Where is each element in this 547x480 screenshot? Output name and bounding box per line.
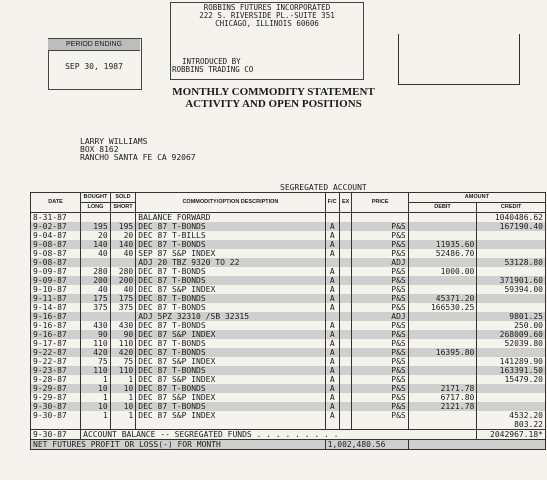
cell-date: 9-23-87 [31, 366, 81, 375]
cell-date: 9-30-87 [31, 411, 81, 420]
cell-e [339, 258, 352, 267]
cell-debit [408, 375, 477, 384]
cell-e [339, 357, 352, 366]
balance-label: ACCOUNT BALANCE -- SEGREGATED FUNDS . . . . . . . . . [81, 430, 477, 440]
cell-e [339, 420, 352, 430]
col-short: SHORT [110, 203, 136, 213]
cell-credit: 52039.80 [477, 339, 546, 348]
cell-debit: 166530.25 [408, 303, 477, 312]
cell-debit [408, 231, 477, 240]
cell-f: A [325, 321, 339, 330]
cell-desc: DEC 87 T-BONDS [136, 348, 325, 357]
cell-credit: 250.00 [477, 321, 546, 330]
cell-desc: ADJ 5PZ 32310 /SB 32315 [136, 312, 325, 321]
cell-debit [408, 276, 477, 285]
cell-short: 375 [110, 303, 136, 312]
cell-short: 140 [110, 240, 136, 249]
cell-debit: 11935.60 [408, 240, 477, 249]
customer-box: BOX 8162 [80, 145, 119, 154]
ledger-body [31, 213, 546, 430]
cell-long: 10 [81, 384, 111, 393]
cell-short [110, 420, 136, 430]
cell-date: 9-30-87 [31, 402, 81, 411]
cell-date: 9-16-87 [31, 321, 81, 330]
cell-debit [408, 213, 477, 223]
cell-short [110, 312, 136, 321]
cell-credit: 15479.20 [477, 375, 546, 384]
cell-long: 1 [81, 375, 111, 384]
cell-short: 10 [110, 402, 136, 411]
cell-debit [408, 321, 477, 330]
cell-debit [408, 285, 477, 294]
table-row [31, 303, 546, 312]
cell-short: 40 [110, 249, 136, 258]
cell-credit: 141289.90 [477, 357, 546, 366]
table-row [31, 321, 546, 330]
cell-f: A [325, 240, 339, 249]
cell-long: 110 [81, 366, 111, 375]
address-window-box [398, 34, 520, 85]
cell-credit: 167190.40 [477, 222, 546, 231]
table-row [31, 285, 546, 294]
cell-long: 40 [81, 285, 111, 294]
customer-name: LARRY WILLIAMS [80, 137, 148, 146]
cell-f [325, 213, 339, 223]
cell-desc: DEC 87 T-BILLS [136, 231, 325, 240]
cell-desc: DEC 87 T-BONDS [136, 222, 325, 231]
table-row [31, 357, 546, 366]
cell-date: 9-08-87 [31, 249, 81, 258]
cell-short: 195 [110, 222, 136, 231]
table-row [31, 366, 546, 375]
table-row [31, 231, 546, 240]
table-row [31, 375, 546, 384]
cell-f: A [325, 411, 339, 420]
cell-f: A [325, 339, 339, 348]
cell-f: A [325, 402, 339, 411]
cell-credit: 59394.00 [477, 285, 546, 294]
statement-subtitle: ACTIVITY AND OPEN POSITIONS [185, 98, 362, 110]
cell-short: 1 [110, 411, 136, 420]
table-row [31, 411, 546, 420]
table-row [31, 258, 546, 267]
col-bought: BOUGHT [81, 193, 111, 203]
cell-long: 75 [81, 357, 111, 366]
cell-desc: SEP 87 S&P INDEX [136, 249, 325, 258]
cell-desc: DEC 87 S&P INDEX [136, 411, 325, 420]
cell-short: 90 [110, 330, 136, 339]
cell-short: 430 [110, 321, 136, 330]
cell-desc: DEC 87 S&P INDEX [136, 285, 325, 294]
col-ex: EX [339, 193, 352, 213]
cell-e [339, 312, 352, 321]
cell-short: 10 [110, 384, 136, 393]
cell-debit: 2171.78 [408, 384, 477, 393]
cell-f: A [325, 330, 339, 339]
cell-long: 375 [81, 303, 111, 312]
cell-debit [408, 258, 477, 267]
cell-desc: DEC 87 T-BONDS [136, 384, 325, 393]
cell-f: A [325, 303, 339, 312]
cell-e [339, 339, 352, 348]
cell-credit [477, 348, 546, 357]
cell-credit: 9801.25 [477, 312, 546, 321]
cell-long [81, 213, 111, 223]
cell-f: A [325, 384, 339, 393]
col-amount: AMOUNT [408, 193, 545, 203]
cell-long: 280 [81, 267, 111, 276]
cell-price: P&S [352, 348, 408, 357]
cell-price: P&S [352, 222, 408, 231]
cell-f [325, 258, 339, 267]
cell-long [81, 258, 111, 267]
cell-long: 40 [81, 249, 111, 258]
col-credit: CREDIT [477, 203, 546, 213]
cell-debit [408, 339, 477, 348]
cell-e [339, 348, 352, 357]
cell-date: 9-29-87 [31, 384, 81, 393]
cell-debit: 2121.78 [408, 402, 477, 411]
cell-price: P&S [352, 339, 408, 348]
table-row [31, 267, 546, 276]
cell-f: A [325, 366, 339, 375]
cell-e [339, 222, 352, 231]
cell-price: P&S [352, 357, 408, 366]
cell-desc: DEC 87 T-BONDS [136, 321, 325, 330]
period-label: PERIOD ENDING [48, 39, 140, 51]
col-debit: DEBIT [408, 203, 477, 213]
customer-city: RANCHO SANTA FE CA 92067 [80, 153, 196, 162]
cell-e [339, 213, 352, 223]
cell-date: 9-11-87 [31, 294, 81, 303]
cell-e [339, 375, 352, 384]
cell-price: P&S [352, 276, 408, 285]
cell-desc: DEC 87 T-BONDS [136, 366, 325, 375]
cell-price: P&S [352, 384, 408, 393]
cell-date: 9-02-87 [31, 222, 81, 231]
cell-debit [408, 411, 477, 420]
cell-credit [477, 303, 546, 312]
cell-date: 9-22-87 [31, 348, 81, 357]
firm-street: 222 S. RIVERSIDE PL.-SUITE 351 [199, 11, 335, 20]
balance-date: 9-30-87 [31, 430, 81, 440]
cell-long: 140 [81, 240, 111, 249]
cell-credit [477, 393, 546, 402]
cell-price: P&S [352, 303, 408, 312]
cell-desc: ADJ 20 TBZ 9320 TO 22 [136, 258, 325, 267]
cell-price: ADJ [352, 312, 408, 321]
cell-e [339, 330, 352, 339]
cell-price: ADJ [352, 258, 408, 267]
cell-e [339, 402, 352, 411]
cell-credit: 371901.60 [477, 276, 546, 285]
cell-f [325, 312, 339, 321]
col-description: COMMODITY/OPTION DESCRIPTION [136, 193, 325, 213]
period-date: SEP 30, 1987 [65, 62, 123, 71]
cell-price: P&S [352, 249, 408, 258]
cell-f: A [325, 249, 339, 258]
cell-date: 9-09-87 [31, 267, 81, 276]
net-spacer [408, 440, 545, 450]
cell-credit [477, 267, 546, 276]
cell-desc: BALANCE FORWARD [136, 213, 325, 223]
table-row [31, 339, 546, 348]
cell-price: P&S [352, 321, 408, 330]
table-row [31, 330, 546, 339]
cell-f: A [325, 348, 339, 357]
table-row [31, 249, 546, 258]
table-row [31, 276, 546, 285]
cell-e [339, 267, 352, 276]
cell-short: 110 [110, 366, 136, 375]
cell-date: 9-08-87 [31, 240, 81, 249]
cell-long: 175 [81, 294, 111, 303]
cell-debit: 45371.20 [408, 294, 477, 303]
col-flags: F/C [325, 193, 339, 213]
cell-long: 10 [81, 402, 111, 411]
cell-f: A [325, 276, 339, 285]
cell-desc: DEC 87 T-BONDS [136, 240, 325, 249]
cell-price: P&S [352, 231, 408, 240]
table-row [31, 348, 546, 357]
cell-long: 200 [81, 276, 111, 285]
cell-credit [477, 402, 546, 411]
ledger-table [30, 192, 546, 450]
cell-price [352, 420, 408, 430]
cell-desc: DEC 87 T-BONDS [136, 276, 325, 285]
net-value: 1,002,480.56 [325, 440, 408, 450]
cell-debit: 1000.00 [408, 267, 477, 276]
cell-desc: DEC 87 S&P INDEX [136, 393, 325, 402]
cell-date: 9-08-87 [31, 258, 81, 267]
cell-debit [408, 420, 477, 430]
cell-short: 20 [110, 231, 136, 240]
balance-value: 2042967.18* [477, 430, 546, 440]
cell-credit: 163391.50 [477, 366, 546, 375]
cell-desc [136, 420, 325, 430]
cell-credit [477, 240, 546, 249]
cell-debit [408, 330, 477, 339]
cell-long [81, 420, 111, 430]
net-label: NET FUTURES PROFIT OR LOSS(-) FOR MONTH [31, 440, 326, 450]
cell-price [352, 213, 408, 223]
cell-desc: DEC 87 S&P INDEX [136, 375, 325, 384]
cell-e [339, 321, 352, 330]
cell-price: P&S [352, 393, 408, 402]
table-row [31, 402, 546, 411]
cell-credit: 4532.20 [477, 411, 546, 420]
cell-short: 75 [110, 357, 136, 366]
cell-e [339, 249, 352, 258]
table-row [31, 312, 546, 321]
cell-e [339, 303, 352, 312]
cell-e [339, 411, 352, 420]
cell-desc: DEC 87 S&P INDEX [136, 357, 325, 366]
cell-long: 90 [81, 330, 111, 339]
cell-date: 9-16-87 [31, 330, 81, 339]
cell-e [339, 384, 352, 393]
cell-e [339, 231, 352, 240]
cell-f: A [325, 285, 339, 294]
cell-debit: 16395.80 [408, 348, 477, 357]
introduced-by: INTRODUCED BY [182, 57, 241, 66]
cell-price: P&S [352, 375, 408, 384]
cell-short: 40 [110, 285, 136, 294]
cell-date: 9-29-87 [31, 393, 81, 402]
cell-credit: 1040486.62 [477, 213, 546, 223]
col-date: DATE [31, 193, 81, 213]
col-price: PRICE [352, 193, 408, 213]
cell-date: 9-04-87 [31, 231, 81, 240]
cell-date: 9-22-87 [31, 357, 81, 366]
cell-credit: 803.22 [477, 420, 546, 430]
cell-desc: DEC 87 T-BONDS [136, 339, 325, 348]
cell-short: 110 [110, 339, 136, 348]
cell-credit [477, 249, 546, 258]
cell-long [81, 312, 111, 321]
cell-price: P&S [352, 366, 408, 375]
cell-date: 9-09-87 [31, 276, 81, 285]
cell-short: 1 [110, 393, 136, 402]
cell-e [339, 294, 352, 303]
cell-long: 420 [81, 348, 111, 357]
table-row [31, 222, 546, 231]
cell-date: 9-16-87 [31, 312, 81, 321]
cell-debit [408, 357, 477, 366]
table-row [31, 294, 546, 303]
cell-price: P&S [352, 402, 408, 411]
cell-long: 195 [81, 222, 111, 231]
cell-date [31, 420, 81, 430]
cell-debit: 6717.80 [408, 393, 477, 402]
cell-short: 200 [110, 276, 136, 285]
cell-e [339, 276, 352, 285]
cell-price: P&S [352, 240, 408, 249]
cell-credit [477, 231, 546, 240]
cell-long: 430 [81, 321, 111, 330]
cell-date: 9-17-87 [31, 339, 81, 348]
cell-e [339, 393, 352, 402]
cell-credit [477, 294, 546, 303]
cell-f [325, 420, 339, 430]
cell-price: P&S [352, 267, 408, 276]
cell-debit [408, 366, 477, 375]
account-title: SEGREGATED ACCOUNT [280, 183, 367, 192]
cell-date: 9-14-87 [31, 303, 81, 312]
table-row [31, 393, 546, 402]
cell-date: 9-10-87 [31, 285, 81, 294]
cell-credit [477, 384, 546, 393]
cell-f: A [325, 222, 339, 231]
cell-desc: DEC 87 S&P INDEX [136, 330, 325, 339]
cell-credit: 268009.60 [477, 330, 546, 339]
statement-title: MONTHLY COMMODITY STATEMENT [172, 86, 375, 98]
cell-f: A [325, 375, 339, 384]
cell-short: 280 [110, 267, 136, 276]
cell-short [110, 258, 136, 267]
cell-desc: DEC 87 T-BONDS [136, 267, 325, 276]
cell-short: 1 [110, 375, 136, 384]
cell-price: P&S [352, 411, 408, 420]
cell-debit [408, 312, 477, 321]
cell-date: 9-28-87 [31, 375, 81, 384]
cell-long: 20 [81, 231, 111, 240]
cell-price: P&S [352, 294, 408, 303]
cell-credit: 53128.80 [477, 258, 546, 267]
cell-e [339, 285, 352, 294]
cell-f: A [325, 294, 339, 303]
cell-f: A [325, 393, 339, 402]
firm-name: ROBBINS FUTURES INCORPORATED [203, 3, 331, 12]
cell-price: P&S [352, 330, 408, 339]
cell-long: 1 [81, 411, 111, 420]
firm-city: CHICAGO, ILLINOIS 60606 [215, 19, 319, 28]
table-row [31, 213, 546, 223]
cell-short: 420 [110, 348, 136, 357]
cell-f: A [325, 231, 339, 240]
cell-debit [408, 222, 477, 231]
introducing-firm: ROBBINS TRADING CO [172, 65, 254, 74]
cell-f: A [325, 357, 339, 366]
col-long: LONG [81, 203, 111, 213]
cell-e [339, 366, 352, 375]
cell-price: P&S [352, 285, 408, 294]
table-row [31, 240, 546, 249]
cell-f: A [325, 267, 339, 276]
cell-desc: DEC 87 T-BONDS [136, 294, 325, 303]
col-sold: SOLD [110, 193, 136, 203]
cell-date: 8-31-87 [31, 213, 81, 223]
cell-debit: 52486.70 [408, 249, 477, 258]
table-row [31, 420, 546, 430]
cell-long: 1 [81, 393, 111, 402]
cell-desc: DEC 87 T-BONDS [136, 303, 325, 312]
cell-e [339, 240, 352, 249]
cell-short [110, 213, 136, 223]
cell-short: 175 [110, 294, 136, 303]
cell-desc: DEC 87 T-BONDS [136, 402, 325, 411]
table-row [31, 384, 546, 393]
cell-long: 110 [81, 339, 111, 348]
